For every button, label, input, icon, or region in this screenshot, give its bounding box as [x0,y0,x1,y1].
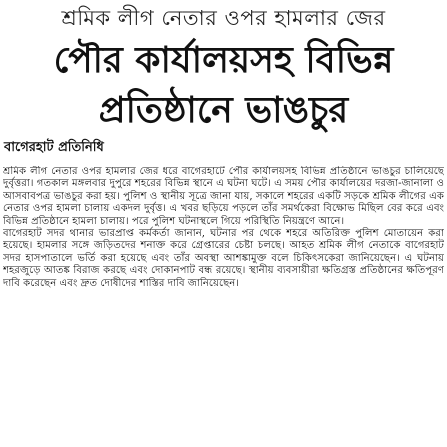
paragraph: শ্রমিক লীগ নেতার ওপর হামলার জের ধরে বাগেরহাটে পৌর কার্যালয়সহ বিভিন্ন প্রতিষ্ঠানে ভাঙচুর চালিয়েছে দুর্বৃত্তরা। গতকাল মঙ্গলবার দুপুরে শহরের বিভিন্ন স্থানে এ ঘটনা ঘটে। এ সময় পৌর কার্যালয়ের দরজা-জানালা ও আসবাবপত্র ভাঙচুর করা হয়। পুলিশ ও স্থানীয় সূত্রে জানা যায়, সকালে শহরের একটি সড়কে শ্রমিক লীগের এক নেতার ওপর হামলা চালায় একদল দুর্বৃত্ত। এ খবর ছড়িয়ে পড়লে তাঁর সমর্থকেরা বিক্ষোভ মিছিল বের করে এবং বিভিন্ন প্রতিষ্ঠানে হামলা চালায়। পরে পুলিশ ঘটনাস্থলে গিয়ে পরিস্থিতি নিয়ন্ত্রণে আনে। [3,166,444,227]
headline: পৌর কার্যালয়সহ বিভিন্ন প্রতিষ্ঠানে ভাঙচুর [53,40,394,131]
kicker: শ্রমিক লীগ নেতার ওপর হামলার জের [61,6,386,30]
byline: বাগেরহাট প্রতিনিধি [4,140,104,155]
article-body [3,166,444,445]
paragraph: বাগেরহাট সদর থানার ভারপ্রাপ্ত কর্মকর্তা জানান, ঘটনার পর থেকে শহরে অতিরিক্ত পুলিশ মোতায়েন করা হয়েছে। হামলার সঙ্গে জড়িতদের শনাক্ত করে গ্রেপ্তারের চেষ্টা চলছে। আহত শ্রমিক লীগ নেতাকে বাগেরহাট সদর হাসপাতালে ভর্তি করা হয়েছে এবং তাঁর অবস্থা আশঙ্কামুক্ত বলে চিকিৎসকেরা জানিয়েছেন। এ ঘটনায় শহরজুড়ে আতঙ্ক বিরাজ করছে এবং দোকানপাট বন্ধ রয়েছে। স্থানীয় ব্যবসায়ীরা ক্ষতিগ্রস্ত প্রতিষ্ঠানের ক্ষতিপূরণ দাবি করেছেন এবং দ্রুত দোষীদের শাস্তির দাবি জানিয়েছেন। [3,228,444,289]
